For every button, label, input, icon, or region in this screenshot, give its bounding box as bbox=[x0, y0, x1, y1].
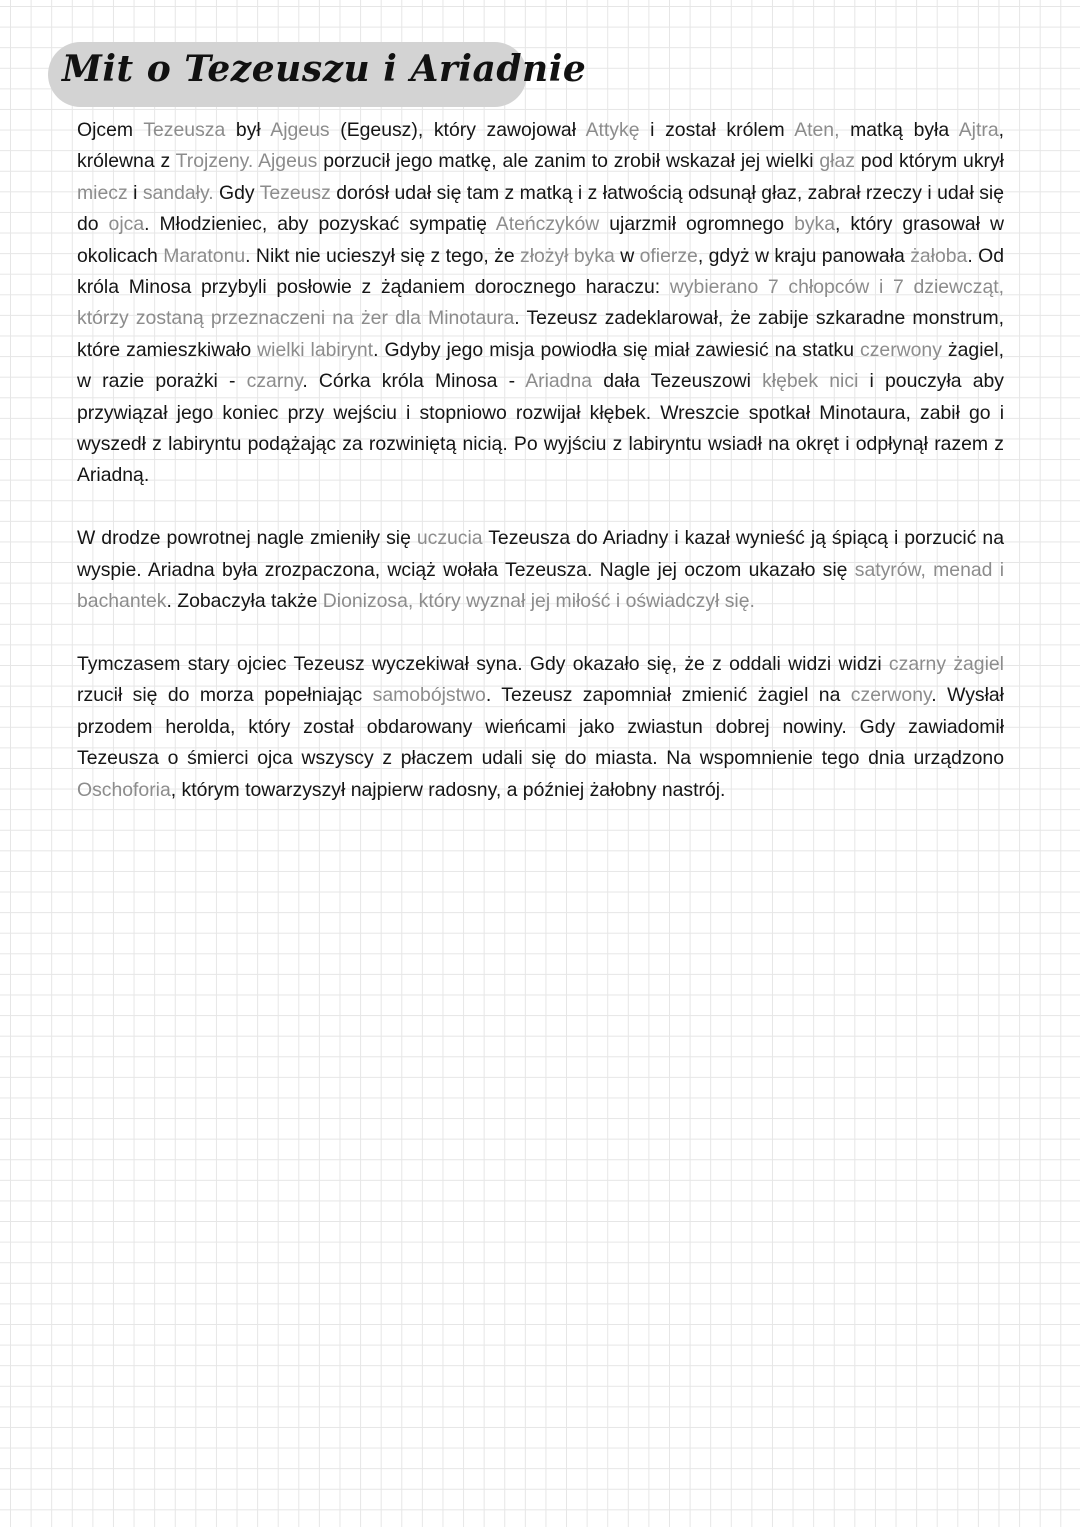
highlighted-term: czarny żagiel bbox=[888, 652, 1004, 675]
highlighted-term: miecz bbox=[77, 181, 128, 204]
text-run: . Córka króla Minosa - bbox=[302, 370, 526, 393]
text-run: matką była bbox=[839, 119, 959, 141]
highlighted-term: Ajtra bbox=[958, 119, 999, 141]
highlighted-term: Aten, bbox=[794, 119, 840, 141]
highlighted-term: złożył byka bbox=[520, 244, 615, 267]
highlighted-term: Dionizosa, który wyznał jej miłość i oświadczył się. bbox=[322, 590, 755, 613]
text-run: . Młodzieniec, aby pozyskać sympatię bbox=[144, 213, 496, 236]
text-run: był bbox=[225, 119, 271, 141]
text-run: . Wysłał przodem herolda, który został obdarowany wieńcami jako zwiastun dobrej nowiny. Gdy zawiadomił Tezeusza o śmierci ojca wszyscy z płaczem udali się do miasta. Na wspomnienie tego dnia urządzono bbox=[77, 684, 1004, 770]
highlighted-term: wybierano 7 chłopców i 7 dziewcząt, którzy zostaną przeznaczeni na żer dla Minotaura bbox=[77, 276, 1004, 330]
highlighted-term: Tezeusz bbox=[259, 181, 331, 204]
text-run: porzucił jego matkę, ale zanim to zrobił wskazał jej wielki bbox=[317, 150, 820, 173]
highlighted-term: ojca bbox=[108, 213, 145, 236]
text-run: . Zobaczyła także bbox=[166, 590, 323, 613]
text-run: i został królem bbox=[639, 119, 795, 141]
highlighted-term: Attykę bbox=[585, 119, 640, 141]
text-run: . Tezeusz zadeklarował, że zabije szkaradne monstrum, które zamieszkiwało bbox=[77, 307, 1004, 361]
highlighted-term: byka bbox=[794, 213, 836, 236]
text-run: . Nikt nie ucieszył się z tego, że bbox=[245, 244, 520, 267]
document-body bbox=[77, 115, 1004, 837]
text-run: , gdyż w kraju panowała bbox=[697, 244, 911, 267]
highlighted-term: satyrów, menad i bachantek bbox=[77, 558, 1005, 613]
text-run: rzucił się do morza popełniając bbox=[77, 684, 373, 707]
highlighted-term: uczucia bbox=[416, 527, 483, 550]
highlighted-term: czarny bbox=[246, 370, 303, 393]
highlighted-term: Ateńczyków bbox=[495, 213, 600, 236]
highlighted-term: ofierze bbox=[639, 244, 698, 267]
highlighted-term: czerwony bbox=[850, 684, 932, 707]
text-run: Tezeusza do Ariadny i kazał wynieść ją śpiącą i porzucić na wyspie. Ariadna była zrozpaczona, wciąż wołała Tezeusza. Nagle jej oczom ukazało się bbox=[77, 527, 1004, 581]
highlighted-term: samobójstwo bbox=[372, 684, 486, 707]
text-run: w bbox=[614, 244, 640, 267]
highlighted-term: czerwony bbox=[860, 338, 942, 361]
highlighted-term: wielki labirynt bbox=[257, 338, 374, 361]
highlighted-term: Trojzeny. bbox=[175, 150, 254, 173]
paragraph bbox=[77, 523, 1004, 617]
highlighted-term: żałoba bbox=[910, 244, 968, 267]
text-run: ujarzmił ogromnego bbox=[599, 213, 795, 236]
text-run: . Od króla Minosa przybyli posłowie z żądaniem dorocznego haraczu: bbox=[77, 244, 1004, 299]
highlighted-term: Tezeusza bbox=[143, 119, 226, 141]
page-title: Mit o Tezeuszu i Ariadnie bbox=[62, 48, 587, 90]
text-run: , który grasował w okolicach bbox=[77, 213, 1004, 267]
highlighted-term: Ariadna bbox=[525, 370, 593, 393]
text-run: pod którym ukrył bbox=[854, 150, 1004, 173]
text-run: , którym towarzyszył najpierw radosny, a później żałobny nastrój. bbox=[170, 778, 726, 801]
text-run: dorósł udał się tam z matką i z łatwością odsunął głaz, zabrał rzeczy i udał się do bbox=[77, 181, 1004, 236]
text-run: Tymczasem stary ojciec Tezeusz wyczekiwał syna. Gdy okazało się, że z oddali widzi widzi bbox=[77, 652, 889, 675]
text-run: W drodze powrotnej nagle zmieniły się bbox=[77, 527, 417, 550]
text-run: , królewna z bbox=[77, 119, 1005, 173]
highlighted-term: Ajgeus bbox=[258, 150, 318, 173]
text-run: Gdy bbox=[213, 181, 260, 204]
text-run: i pouczyła aby przywiązał jego koniec przy wejściu i stopniowo rozwijał kłębek. Wreszcie spotkał Minotaura, zabił go i wyszedł z labiryntu podążając za rozwiniętą nicią. Po wyjściu z labiryntu wsiadł na okręt i odpłynął razem z Ariadną. bbox=[77, 370, 1004, 487]
text-run: . Gdyby jego misja powiodła się miał zawiesić na statku bbox=[373, 338, 861, 361]
highlighted-term: Oschoforia bbox=[77, 778, 171, 801]
highlighted-term: kłębek nici bbox=[762, 370, 859, 393]
highlighted-term: głaz bbox=[819, 150, 855, 173]
text-run: dała Tezeuszowi bbox=[592, 370, 763, 393]
highlighted-term: Maratonu bbox=[163, 244, 246, 267]
text-run: żagiel, w razie porażki - bbox=[77, 338, 1004, 393]
highlighted-term: sandały. bbox=[142, 181, 214, 204]
text-run: . Tezeusz zapomniał zmienić żagiel na bbox=[485, 684, 851, 707]
highlighted-term: Ajgeus bbox=[270, 119, 330, 141]
paragraph bbox=[77, 115, 1004, 492]
text-run: i bbox=[127, 181, 143, 204]
paragraph bbox=[77, 649, 1004, 806]
text-run: (Egeusz), który zawojował bbox=[329, 119, 586, 141]
text-run: Ojcem bbox=[77, 119, 144, 141]
